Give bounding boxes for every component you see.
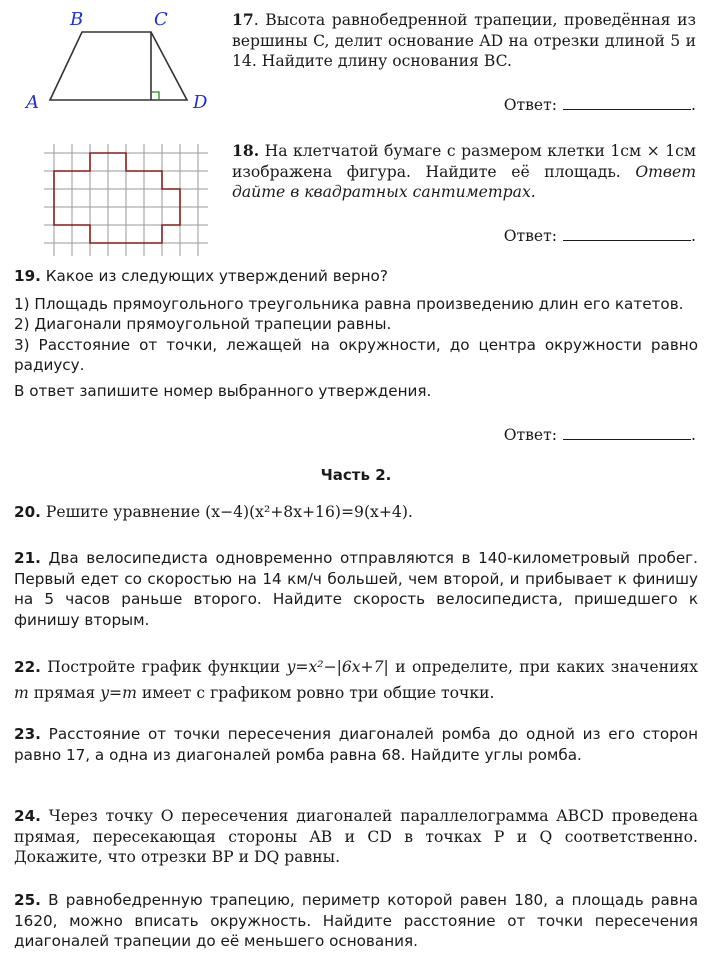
instruction: В ответ запишите номер выбранного утверждения. <box>14 381 432 400</box>
line-formula: y=m <box>100 684 137 702</box>
option-3: 3) Расстояние от точки, лежащей на окружности, до центра окружности равно радиусу. <box>14 335 698 374</box>
question-text: Расстояние от точки пересечения диагоналей ромба до одной из его сторон равно 17, а одна из диагоналей ромба равна 68. Найдите углы ромба. <box>14 725 698 764</box>
trapezoid-figure <box>20 6 220 116</box>
answer-label: Ответ: <box>503 227 558 245</box>
question-number: 25. <box>14 891 41 909</box>
question-text: Какое из следующих утверждений верно? <box>40 267 388 285</box>
question-note: Ответ дайте в квадратных сантиметрах. <box>232 162 696 201</box>
question-18 <box>232 141 696 203</box>
option-1: 1) Площадь прямоугольного треугольника равна произведению длин его катетов. <box>14 294 684 313</box>
question-stem <box>14 266 698 287</box>
label-d: D <box>193 92 208 113</box>
question-text: Решите уравнение <box>40 503 206 521</box>
answer-18: Ответ: . <box>503 227 696 245</box>
question-22: 22. Постройте график функции y=x²−|6x+7| и определите, при каких значениях m прямая y=m имеет с графиком ровно три общие точки. <box>14 658 699 702</box>
equation: (x−4)(x²+8x+16)=9(x+4) <box>205 503 408 521</box>
question-text: На клетчатой бумаге с размером клетки 1см × 1см изображена фигура. Найдите её площадь. <box>232 142 696 181</box>
question-text: Два велосипедиста одновременно отправляются в 140-километровый пробег. Первый едет со скоростью на 14 км/ч большей, чем второй, и прибывает к финишу на 5 часов раньше второго. Найдите скорость велосипедиста, пришедшего к финишу вторым. <box>14 549 698 629</box>
question-number: 21. <box>14 549 41 567</box>
answer-19: Ответ: . <box>503 426 696 444</box>
question-19 <box>14 266 698 401</box>
question-number: 24. <box>14 807 41 825</box>
grid-cross-figure <box>40 136 212 260</box>
question-25 <box>14 890 698 952</box>
question-number: 17 <box>232 10 254 29</box>
question-24 <box>14 806 698 868</box>
question-21 <box>14 548 698 630</box>
answer-field[interactable] <box>563 226 691 241</box>
question-number: 18. <box>232 141 260 160</box>
parameter-m: m <box>14 684 29 702</box>
answer-label: Ответ: <box>503 96 558 114</box>
question-20: 20. Решите уравнение (x−4)(x²+8x+16)=9(x+4). <box>14 503 413 521</box>
question-17 <box>232 10 696 72</box>
label-a: A <box>26 92 39 113</box>
label-c: C <box>154 9 168 30</box>
answer-field[interactable] <box>563 425 691 440</box>
question-text: В равнобедренную трапецию, периметр которой равен 180, а площадь равна 1620, можно вписать окружность. Найдите расстояние от точки пересечения диагоналей трапеции до её меньшего основания. <box>14 891 698 950</box>
function-formula: y=x²−|6x+7| <box>286 658 389 676</box>
question-number: 20. <box>14 503 41 521</box>
question-text: . Высота равнобедренной трапеции, проведённая из вершины C, делит основание AD на отрезки длиной 5 и 14. Найдите длину основания BC. <box>232 11 696 70</box>
label-b: B <box>70 9 84 30</box>
part-2-heading: Часть 2. <box>320 466 392 484</box>
question-23 <box>14 724 698 765</box>
answer-17: Ответ: . <box>503 96 696 114</box>
answer-field[interactable] <box>563 95 691 110</box>
question-number: 22. <box>14 658 41 676</box>
question-text: Через точку O пересечения диагоналей параллелограмма ABCD проведена прямая, пересекающая стороны AB и CD в точках P и Q соответственно. Докажите, что отрезки BP и DQ равны. <box>14 807 698 866</box>
option-2: 2) Диагонали прямоугольной трапеции равны. <box>14 315 392 333</box>
question-number: 23. <box>14 725 41 743</box>
answer-label: Ответ: <box>503 426 558 444</box>
question-number: 19. <box>14 267 41 285</box>
